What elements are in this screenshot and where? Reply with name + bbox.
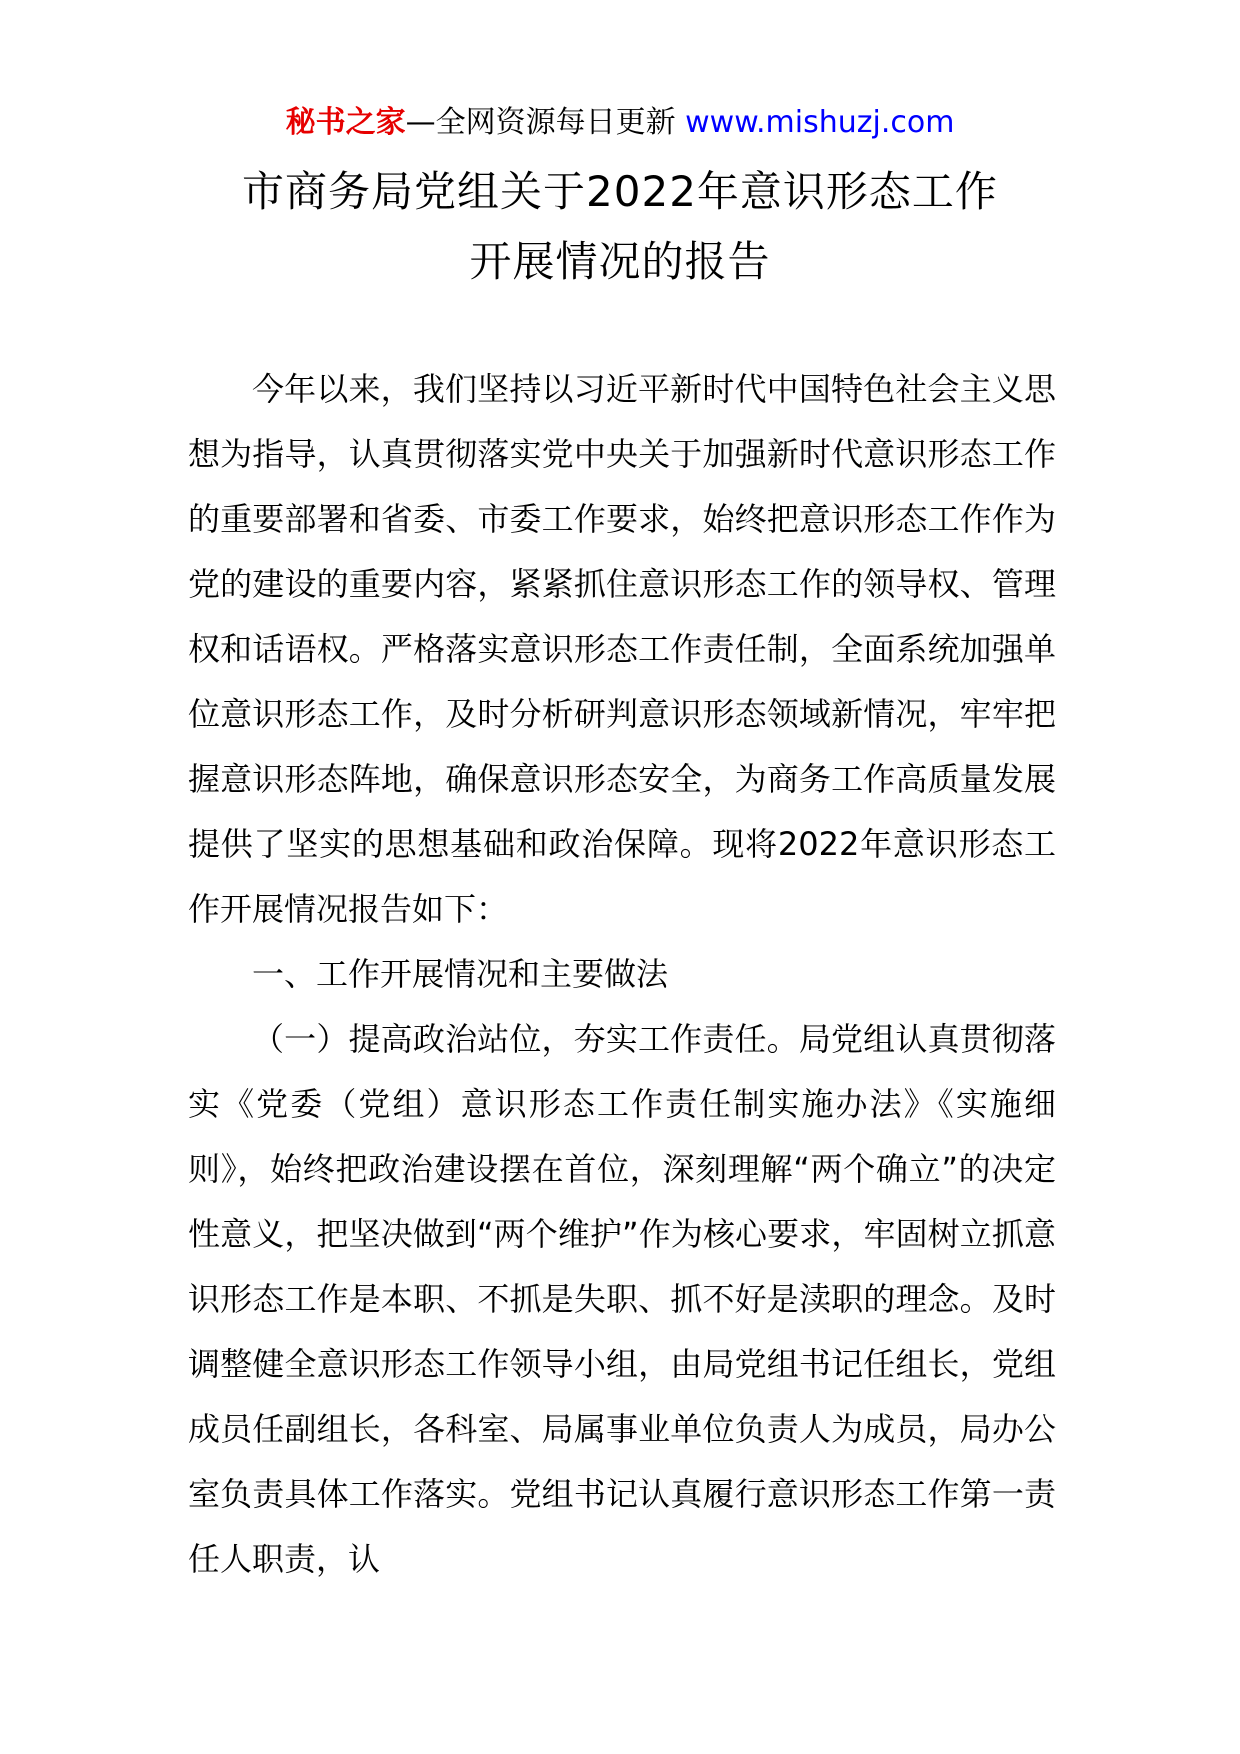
document-body [188, 357, 1056, 1592]
site-brand: 秘书之家 [285, 105, 406, 140]
site-url-link[interactable]: www.mishuzj.com [685, 105, 955, 140]
intro-paragraph: 今年以来，我们坚持以习近平新时代中国特色社会主义思想为指导，认真贯彻落实党中央关于加强新时代意识形态工作的重要部署和省委、市委工作要求，始终把意识形态工作作为党的建设的重要内容，紧紧抓住意识形态工作的领导权、管理权和话语权。严格落实意识形态工作责任制，全面系统加强单位意识形态工作，及时分析研判意识形态领域新情况，牢牢把握意识形态阵地，确保意识形态安全，为商务工作高质量发展提供了坚实的思想基础和政治保障。现将2022年意识形态工作开展情况报告如下： [188, 370, 1056, 928]
section-heading-1: 一、工作开展情况和主要做法 [252, 955, 669, 993]
section-1-paragraph-1: （一）提高政治站位，夯实工作责任。局党组认真贯彻落实《党委（党组）意识形态工作责任制实施办法》《实施细则》，始终把政治建设摆在首位，深刻理解“两个确立”的决定性意义，把坚决做到“两个维护”作为核心要求，牢固树立抓意识形态工作是本职、不抓是失职、抓不好是渎职的理念。及时调整健全意识形态工作领导小组，由局党组书记任组长，党组成员任副组长，各科室、局属事业单位负责人为成员，局办公室负责具体工作落实。党组书记认真履行意识形态工作第一责任人职责，认 [188, 1020, 1056, 1578]
document-title-line-1: 市商务局党组关于2022年意识形态工作 [242, 167, 998, 216]
document-title-line-2: 开展情况的报告 [469, 237, 771, 286]
site-tagline: —全网资源每日更新 [405, 105, 676, 140]
site-header [0, 103, 1240, 143]
